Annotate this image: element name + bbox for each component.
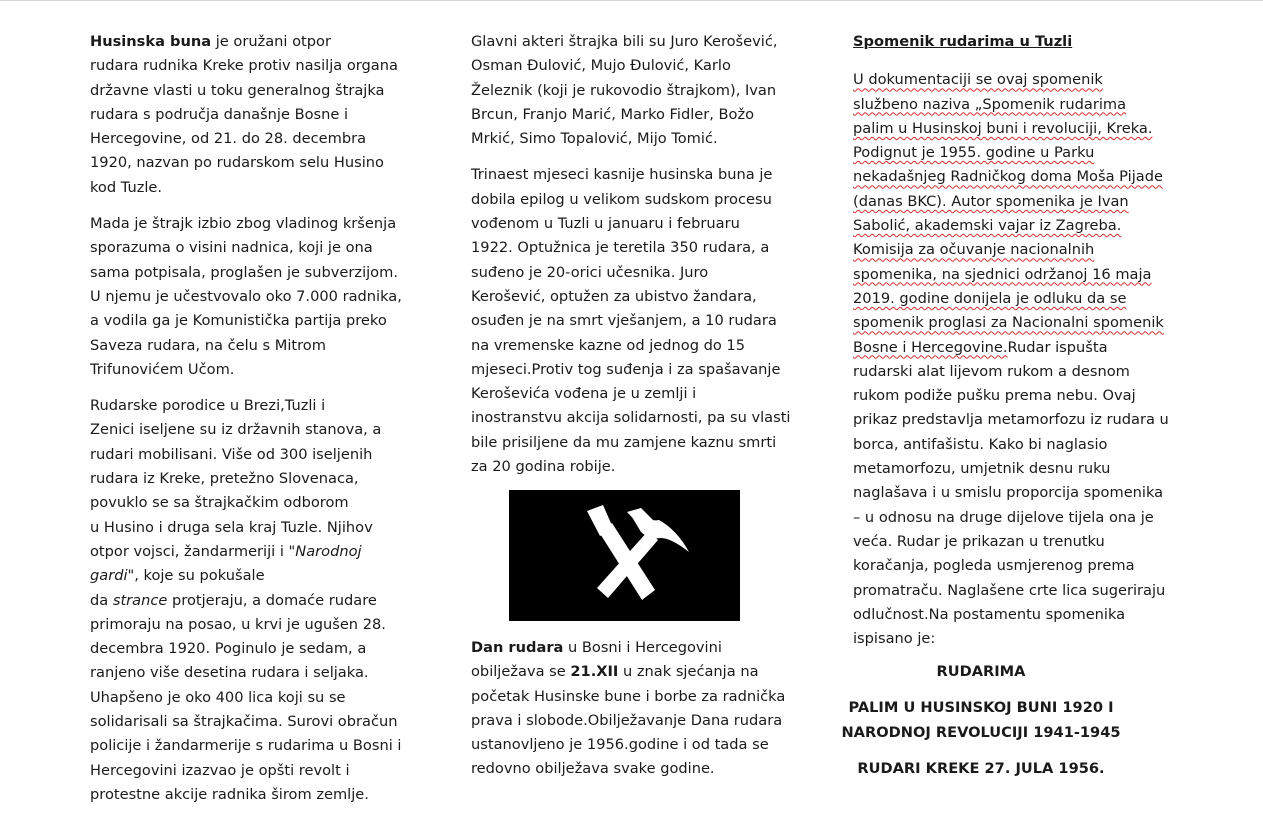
text-line: prava i slobode.Obilježavanje Dana rudara [471,711,783,729]
text-line: vođenom u Tuzli u januaru i februaru [471,215,740,233]
text-line: Trinaest mjeseci kasnije husinska buna je [471,166,773,184]
text-line: je oružani otpor [211,33,331,50]
paragraph-dan-rudara [471,636,811,782]
bold-term: Husinska buna [90,33,212,50]
text-line: mjeseci.Protiv tog suđenja i za spašavanje [471,360,781,378]
text-line: rudari mobilisani. Više od 300 iseljenih [90,445,373,463]
text-line: metamorfozu, umjetnik desnu ruku [853,460,1111,478]
paragraph-strike-cause [90,212,420,382]
inscription-line: RUDARIMA [936,663,1026,680]
text-line: nekadašnjeg Radničkog doma Moša Pijade [853,168,1163,186]
text-line: početak Husinske bune i borbe za radnička [471,687,786,705]
text-line: kod Tuzle. [90,178,163,196]
text-line: 1922. Optužnica je teretila 350 rudara, a [471,239,770,257]
text-line: – u odnosu na druge dijelove tijela ona je [853,508,1154,526]
text-line: Zenici iseljene su iz državnih stanova, a [90,421,382,439]
text-line: ustanovljeno je 1956.godine i od tada se [471,736,769,754]
text-line: suđeno je 20-orici učesnika. Juro [471,263,709,281]
text-line: rukom podiže pušku prema nebu. Ovaj [853,387,1136,405]
text-line: Trifunovićem Učom. [90,360,235,378]
text-line: službeno naziva „Spomenik rudarima [853,95,1127,113]
text-line: 1920, nazvan po rudarskom selu Husino [90,154,384,172]
text-line: solidarisali sa štrajkačima. Surovi obračun [90,713,398,731]
paragraph-families-evicted [90,394,420,807]
inscription-line: RUDARI KREKE 27. JULA 1956. [857,759,1105,777]
text-line: Rudarske porodice u Brezi,Tuzli i [90,397,326,415]
text-line: povuklo se sa štrajkačkim odborom [90,494,349,512]
text-line: dobila epilog u velikom sudskom procesu [471,190,772,208]
text-line: na vremenske kazne od jednog do 15 [471,336,745,354]
text-line: državne vlasti u toku generalnog štrajka [90,81,385,99]
text-line: Uhapšeno je oko 400 lica koji su se [90,688,346,706]
text-line: decembra 1920. Poginulo je sedam, a [90,640,367,658]
bold-date: 21.XII [570,663,619,681]
text-line: rudarski alat lijevom rukom a desnom [853,362,1130,380]
bold-term: Dan rudara [471,639,564,656]
text-line: protestne akcije radnika širom zemlje. [90,785,369,803]
text-line: 2019. godine donijela je odluku da se [853,289,1127,307]
text-line: ispisano je: [853,630,936,648]
text-line: veća. Rudar je prikazan u trenutku [853,532,1105,550]
text-line: inostranstvu akcija solidarnosti, pa su vlasti [471,409,791,427]
monument-inscription [840,660,1122,793]
text-line: U dokumentaciji se ovaj spomenik [853,71,1103,89]
text-line: spomenika, na sjednici održanoj 16 maja [853,265,1152,283]
text-line: Glavni akteri štrajka bili su Juro Kerošević, [471,33,778,50]
text-line: da [90,591,113,609]
text-line: redovno obilježava svake godine. [471,760,715,778]
text-line: borca, antifašistu. Kako bi naglasio [853,435,1108,453]
text-line: u Husino i druga sela kraj Tuzle. Njihov [90,518,373,536]
text-line: Železnik (koji je rukovodio štrajkom), Ivan [471,81,777,99]
paragraph-monument-description [853,68,1183,651]
text-line: Mrkić, Simo Topalović, Mijo Tomić. [471,130,718,148]
text-line: Mada je štrajk izbio zbog vladinog kršenja [90,215,397,233]
text-line: Bosne i Hercegovine. [853,338,1008,356]
text-line: naglašava i u smislu proporcija spomenika [853,484,1164,502]
miners-emblem-image [509,490,740,621]
text-line: ranjeno više desetina rudara i seljaka. [90,664,369,682]
italic-text: Narodnoj [295,542,362,560]
text-line: protjeraju, a domaće rudare [167,591,377,609]
heading-spomenik: Spomenik rudarima u Tuzli [853,33,1073,50]
column-1 [90,30,420,819]
text-line: prikaz predstavlja metamorfozu iz rudara u [853,411,1169,429]
text-line: promatraču. Naglašene crte lica sugeriraju [853,581,1166,599]
text-line: u Bosni i Hercegovini [563,639,722,656]
column-2 [471,30,801,491]
paragraph-strike-leaders [471,30,801,151]
text-line: Kerošević, optužen za ubistvo žandara, [471,287,757,305]
column-3 [853,30,1183,663]
text-line: koračanja, pogleda usmjerenog prema [853,557,1135,575]
text-line: Keroševića vođena je u zemlji i [471,385,697,403]
italic-text: gardi [90,567,128,585]
text-line: rudara iz Kreke, pretežno Slovenaca, [90,470,359,488]
text-line: odlučnost.Na postamentu spomenika [853,605,1126,623]
text-line: policije i žandarmerije s rudarima u Bosni i [90,737,402,755]
text-line: Osman Đulović, Mujo Đulović, Karlo [471,57,731,75]
text-line: U njemu je učestvovalo oko 7.000 radnika, [90,287,402,305]
inscription-block [840,696,1122,745]
column-2-lower [471,636,811,794]
text-line: (danas BKC). Autor spomenika je Ivan [853,192,1129,210]
text-line: otpor vojsci, žandarmeriji i " [90,542,296,560]
text-line: Podignut je 1955. godine u Parku [853,144,1095,162]
hammer-and-pick-icon [509,490,740,621]
text-line: sporazuma o visini nadnica, koji je ona [90,239,373,257]
text-line: Komisija za očuvanje nacionalnih [853,241,1095,259]
text-line: Hercegovine, od 21. do 28. decembra [90,130,367,148]
page-top-border [0,0,1263,1]
text-line: Saveza rudara, na čelu s Mitrom [90,336,326,354]
text-line: sama potpisala, proglašen je subverzijom. [90,263,398,281]
paragraph-trial [471,163,801,479]
italic-text: strance [112,591,168,609]
text-line: za 20 godina robije. [471,458,616,476]
text-line: obilježava se [471,663,571,681]
text-line: Hercegovini izazvao je opšti revolt i [90,761,350,779]
text-line: rudara rudnika Kreke protiv nasilja organa [90,57,398,75]
paragraph-husinska-buna-intro [90,30,420,200]
text-line: Brcun, Franjo Marić, Marko Fidler, Božo [471,105,755,123]
text-line: rudara s područja današnje Bosne i [90,105,349,123]
text-line: Sabolić, akademski vajar iz Zagreba. [853,217,1122,235]
text-line: u znak sjećanja na [618,663,759,681]
inscription-line: PALIM U HUSINSKOJ BUNI 1920 I [848,699,1114,717]
text-line: osuđen je na smrt vješanjem, a 10 rudara [471,312,777,330]
text-line: ", koje su pokušale [127,567,265,585]
text-line: a vodila ga je Komunistička partija preko [90,312,387,330]
text-line: bile prisiljene da mu zamjene kaznu smrti [471,433,777,451]
section-heading [853,30,1183,54]
inscription-line: NARODNOJ REVOLUCIJI 1941-1945 [841,723,1121,741]
text-line: spomenik proglasi za Nacionalni spomenik [853,314,1164,332]
text-line: palim u Husinskoj buni i revoluciji, Kreka. [853,119,1153,137]
text-line: Rudar ispušta [1007,338,1108,356]
text-line: primoraju na posao, u krvi je ugušen 28. [90,615,386,633]
